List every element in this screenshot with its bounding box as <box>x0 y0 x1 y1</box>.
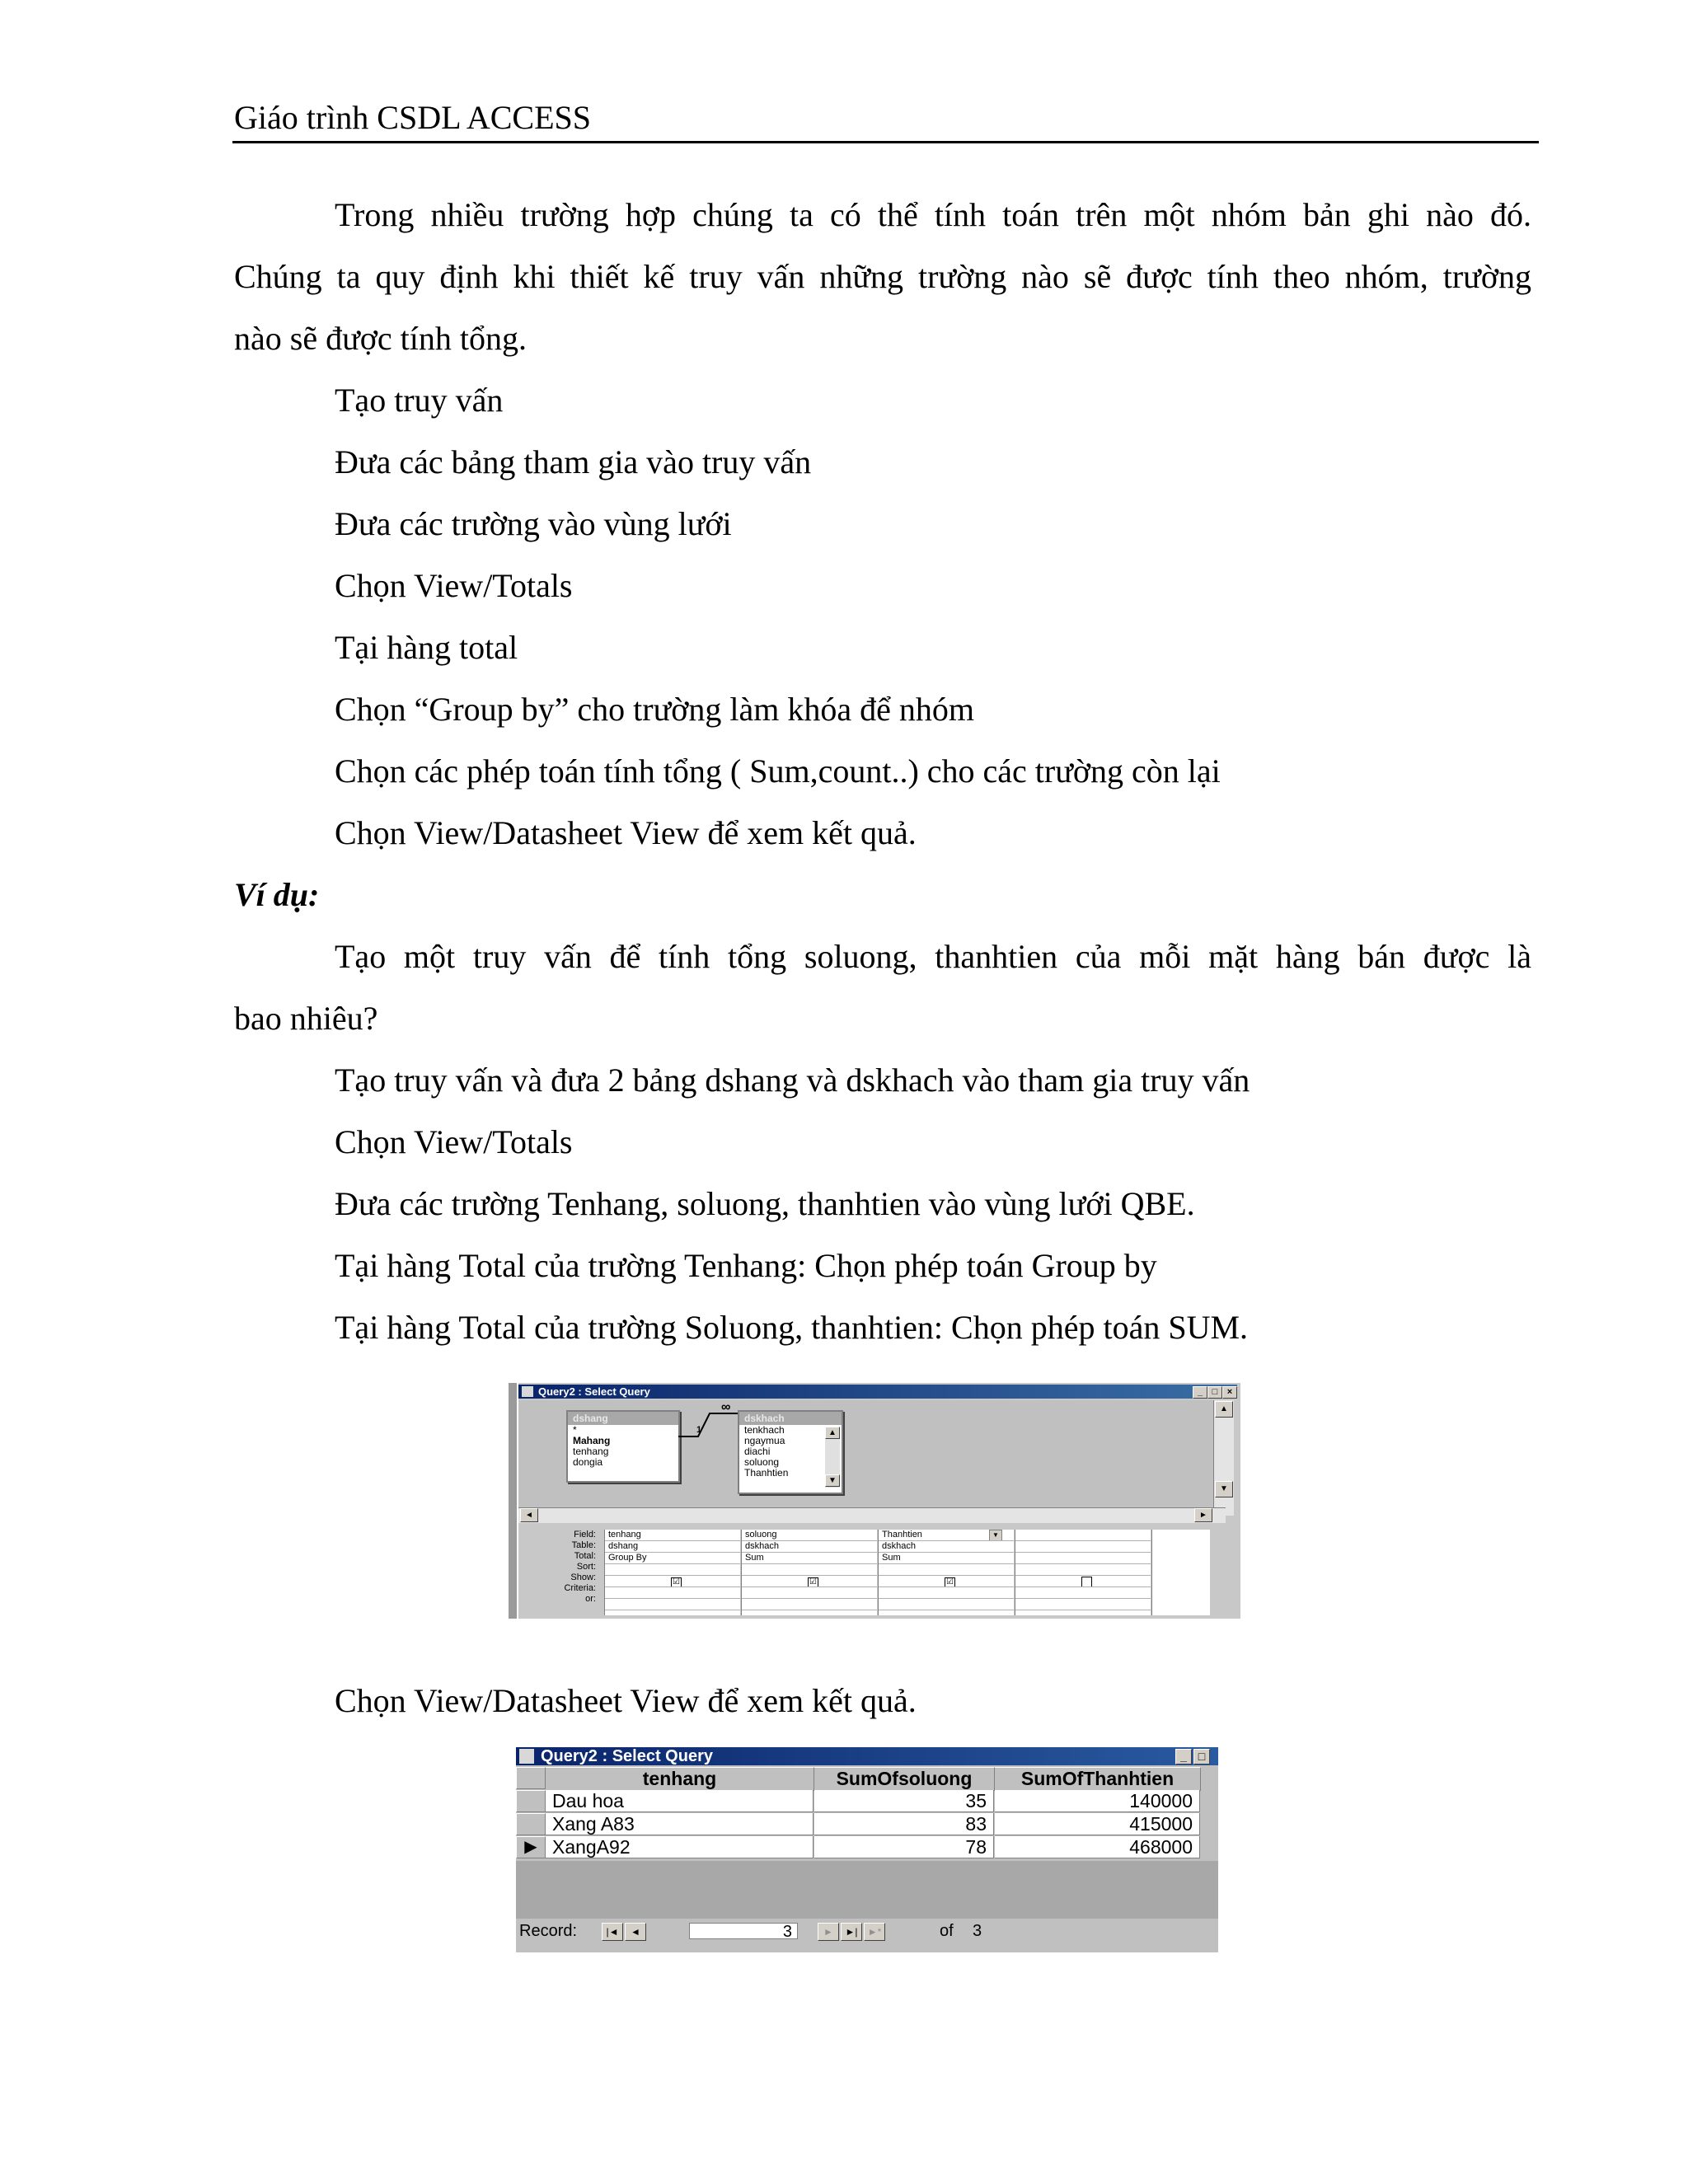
previous-record-icon[interactable]: ◄ <box>625 1923 646 1941</box>
table-field[interactable]: Mahang <box>573 1435 611 1446</box>
para1-line1: Trong nhiều trường hợp chúng ta có thể tính toán trên một nhóm bản ghi nào đó. <box>335 196 1531 233</box>
table-field[interactable]: dongia <box>573 1456 603 1468</box>
horizontal-scrollbar[interactable] <box>518 1507 1226 1523</box>
column-header-sumofsoluong[interactable]: SumOfsoluong <box>814 1767 995 1791</box>
scroll-right-icon[interactable]: ► <box>1194 1508 1212 1522</box>
sort-cell[interactable] <box>605 1564 740 1576</box>
current-record-input[interactable]: 3 <box>689 1923 798 1939</box>
criteria-cell[interactable] <box>1015 1587 1151 1599</box>
cell-sumofthanhtien[interactable]: 468000 <box>995 1836 1200 1858</box>
current-record-arrow-icon[interactable]: ▶ <box>516 1836 546 1858</box>
criteria-cell[interactable] <box>742 1587 877 1599</box>
example-step-2: Chọn View/Totals <box>335 1123 573 1160</box>
query-window-icon[interactable] <box>522 1386 533 1397</box>
table-field[interactable]: Thanhtien <box>744 1467 789 1479</box>
scroll-up-icon[interactable]: ▲ <box>1215 1401 1233 1418</box>
qbe-column-4[interactable] <box>1015 1530 1151 1615</box>
step-1: Tạo truy vấn <box>335 382 504 419</box>
datasheet-titlebar[interactable] <box>516 1747 1218 1765</box>
scroll-down-icon[interactable]: ▼ <box>1215 1481 1233 1497</box>
join-one-label: 1 <box>696 1425 702 1435</box>
table-field[interactable]: tenkhach <box>744 1424 785 1436</box>
table-row[interactable] <box>516 1836 1200 1858</box>
row-label-or: or: <box>585 1594 596 1604</box>
example-step-3: Đưa các trường Tenhang, soluong, thanhtien vào vùng lưới QBE. <box>335 1185 1195 1222</box>
maximize-button[interactable]: □ <box>1207 1386 1222 1399</box>
table-row[interactable] <box>516 1813 1200 1835</box>
first-record-icon[interactable]: |◄ <box>602 1923 623 1941</box>
total-cell[interactable]: Sum <box>742 1553 877 1564</box>
scroll-up-icon[interactable]: ▲ <box>825 1427 840 1439</box>
show-checkbox[interactable] <box>1081 1577 1092 1587</box>
datasheet-empty-area <box>516 1861 1218 1919</box>
example-line1: Tạo một truy vấn để tính tổng soluong, thanhtien của mỗi mặt hàng bán được là <box>335 938 1531 975</box>
page-header <box>232 95 1539 143</box>
para1-line3: nào sẽ được tính tổng. <box>234 320 527 357</box>
table-field[interactable]: ngaymua <box>744 1435 785 1446</box>
table-field[interactable]: diachi <box>744 1446 771 1457</box>
datasheet-window <box>516 1747 1218 1952</box>
example-step-4: Tại hàng Total của trường Tenhang: Chọn phép toán Group by <box>335 1247 1157 1284</box>
cell-sumofsoluong[interactable]: 35 <box>814 1790 994 1812</box>
cell-sumofthanhtien[interactable]: 415000 <box>995 1813 1200 1835</box>
total-cell[interactable] <box>1015 1553 1151 1564</box>
step-5: Tại hàng total <box>335 629 518 666</box>
window-edge <box>509 1383 518 1619</box>
field-cell[interactable]: soluong <box>742 1530 877 1541</box>
datasheet-header-row <box>516 1767 1200 1789</box>
table-cell[interactable] <box>1015 1541 1151 1553</box>
table-box-scrollbar[interactable] <box>825 1427 840 1488</box>
vertical-scrollbar[interactable] <box>1213 1400 1234 1516</box>
query-design-titlebar[interactable] <box>518 1385 1237 1399</box>
table-field[interactable]: tenhang <box>573 1446 609 1457</box>
new-record-icon[interactable]: ►* <box>864 1923 885 1941</box>
record-of-label: of <box>940 1922 954 1940</box>
row-label-sort: Sort: <box>576 1562 596 1572</box>
row-label-show: Show: <box>570 1572 596 1582</box>
record-total: 3 <box>973 1922 982 1940</box>
step-3: Đưa các trường vào vùng lưới <box>335 505 732 542</box>
table-row[interactable] <box>516 1790 1200 1812</box>
header-title: Giáo trình CSDL ACCESS <box>234 99 592 136</box>
step-6: Chọn “Group by” cho trường làm khóa để nhóm <box>335 691 975 728</box>
join-many-label: ∞ <box>721 1400 731 1414</box>
total-cell[interactable]: Sum <box>879 1553 1014 1564</box>
row-label-table: Table: <box>571 1540 596 1550</box>
table-name-dshang: dshang <box>568 1412 678 1425</box>
scroll-down-icon[interactable]: ▼ <box>825 1474 840 1487</box>
show-cell[interactable] <box>605 1576 740 1587</box>
field-cell[interactable] <box>1015 1530 1151 1541</box>
show-cell[interactable] <box>879 1576 1014 1587</box>
cell-sumofsoluong[interactable]: 78 <box>814 1836 994 1858</box>
qbe-grid <box>518 1530 1226 1619</box>
sort-cell[interactable] <box>1015 1564 1151 1576</box>
table-cell[interactable]: dskhach <box>879 1541 1014 1553</box>
table-pane <box>518 1400 1226 1509</box>
sort-cell[interactable] <box>742 1564 877 1576</box>
cell-tenhang[interactable]: Dau hoa <box>546 1790 814 1812</box>
next-record-icon[interactable]: ► <box>818 1923 839 1941</box>
table-field[interactable]: soluong <box>744 1456 780 1468</box>
example-step-1: Tạo truy vấn và đưa 2 bảng dshang và dskhach vào tham gia truy vấn <box>335 1062 1250 1099</box>
table-box-dskhach[interactable] <box>738 1410 843 1494</box>
maximize-button[interactable]: □ <box>1193 1749 1210 1765</box>
table-name-dskhach: dskhach <box>739 1412 842 1425</box>
cell-tenhang[interactable]: Xang A83 <box>546 1813 814 1835</box>
step-2: Đưa các bảng tham gia vào truy vấn <box>335 443 812 480</box>
field-cell[interactable]: tenhang <box>605 1530 740 1541</box>
sort-cell[interactable] <box>879 1564 1014 1576</box>
criteria-cell[interactable] <box>605 1587 740 1599</box>
column-header-sumofthanhtien[interactable]: SumOfThanhtien <box>995 1767 1201 1791</box>
record-label: Record: <box>519 1922 578 1940</box>
or-cell[interactable] <box>742 1599 877 1610</box>
query-design-window <box>509 1383 1240 1619</box>
total-cell[interactable]: Group By <box>605 1553 740 1564</box>
row-label-field: Field: <box>574 1530 596 1540</box>
row-label-criteria: Criteria: <box>564 1583 596 1593</box>
table-box-dshang[interactable] <box>566 1410 680 1483</box>
qbe-column-5[interactable] <box>1151 1530 1210 1615</box>
datasheet-title: Query2 : Select Query <box>541 1747 713 1765</box>
cell-sumofsoluong[interactable]: 83 <box>814 1813 994 1835</box>
record-selector[interactable] <box>516 1813 546 1835</box>
record-navigation-bar <box>516 1919 1218 1943</box>
after-image-text: Chọn View/Datasheet View để xem kết quả. <box>335 1682 917 1719</box>
cell-tenhang[interactable]: XangA92 <box>546 1836 814 1858</box>
show-checkbox[interactable]: ☑ <box>808 1577 818 1587</box>
field-cell[interactable] <box>879 1530 1014 1541</box>
or-cell[interactable] <box>879 1599 1014 1610</box>
show-checkbox[interactable]: ☑ <box>671 1577 682 1587</box>
or-cell[interactable] <box>1015 1599 1151 1610</box>
column-header-tenhang[interactable]: tenhang <box>546 1767 814 1791</box>
table-field[interactable]: * <box>573 1424 577 1436</box>
or-cell[interactable] <box>605 1599 740 1610</box>
table-cell[interactable]: dskhach <box>742 1541 877 1553</box>
example-step-5: Tại hàng Total của trường Soluong, thanhtien: Chọn phép toán SUM. <box>335 1309 1249 1346</box>
relationship-line <box>673 1400 748 1466</box>
field-cell-value: Thanhtien <box>882 1530 922 1540</box>
qbe-column-3[interactable] <box>878 1530 1014 1615</box>
qbe-column-2[interactable] <box>741 1530 877 1615</box>
last-record-icon[interactable]: ►| <box>841 1923 862 1941</box>
show-checkbox[interactable]: ☑ <box>945 1577 955 1587</box>
show-cell[interactable] <box>742 1576 877 1587</box>
scroll-left-icon[interactable]: ◄ <box>520 1508 538 1522</box>
close-button[interactable]: × <box>1222 1386 1237 1399</box>
cell-sumofthanhtien[interactable]: 140000 <box>995 1790 1200 1812</box>
query-design-title: Query2 : Select Query <box>538 1385 650 1398</box>
qbe-column-1[interactable] <box>604 1530 740 1615</box>
minimize-button[interactable]: _ <box>1193 1386 1207 1399</box>
step-7: Chọn các phép toán tính tổng ( Sum,count..) cho các trường còn lại <box>335 752 1221 790</box>
para1-line2: Chúng ta quy định khi thiết kế truy vấn những trường nào sẽ được tính theo nhóm, trường <box>234 258 1531 295</box>
step-4: Chọn View/Totals <box>335 567 573 604</box>
select-all-cell[interactable] <box>516 1767 546 1789</box>
example-heading: Ví dụ: <box>234 876 320 913</box>
dropdown-arrow-icon[interactable]: ▼ <box>989 1530 1002 1541</box>
example-line2: bao nhiêu? <box>234 1000 378 1037</box>
minimize-button[interactable]: _ <box>1175 1749 1192 1765</box>
step-8: Chọn View/Datasheet View để xem kết quả. <box>335 814 917 851</box>
qbe-row-labels <box>518 1530 601 1605</box>
show-cell[interactable] <box>1015 1576 1151 1587</box>
table-cell[interactable]: dshang <box>605 1541 740 1553</box>
datasheet-window-icon[interactable] <box>519 1749 534 1764</box>
record-selector[interactable] <box>516 1790 546 1812</box>
criteria-cell[interactable] <box>879 1587 1014 1599</box>
row-label-total: Total: <box>574 1551 596 1561</box>
